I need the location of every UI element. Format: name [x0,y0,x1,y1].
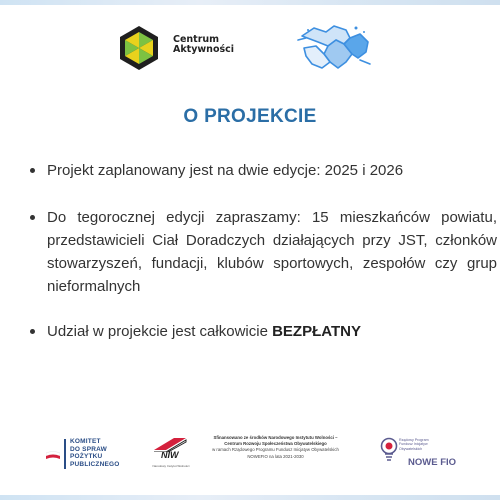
bottom-border [0,495,500,500]
kdspp-line3: POŻYTKU [70,453,103,461]
nowe-fio-small3: Obywatelskich [399,446,423,451]
funding-line3: w ramach Rządowego Programu Fundusz Inicjatyw Obywatelskich [212,447,339,453]
bullet-bold-text: BEZPŁATNY [272,323,361,340]
bullet-text: Udział w projekcie jest całkowicie [47,323,273,340]
kdspp-line2: DO SPRAW [70,445,107,453]
bullet-dot-icon [30,329,35,334]
nowe-fio-small2: Fundusz Inicjatyw [399,442,428,447]
bullet-item [30,159,497,182]
funding-line4: NOWEFIO na lata 2021-2030 [247,453,304,459]
kdspp-divider [64,439,66,469]
kdspp-text [70,438,120,469]
top-border [0,0,500,5]
bullet-text: Projekt zaplanowany jest na dwie edycje: 2025 i 2026 [47,162,404,179]
polish-flag-icon [46,450,60,462]
niw-name: NIW [161,450,179,460]
kdspp-logo [44,436,144,470]
nowe-fio-small-text [399,438,449,451]
nowe-fio-logo [379,434,459,472]
niw-logo [150,436,190,472]
page-title: O PROJEKCIE [183,106,317,127]
centrum-logo-line2: Aktywności [173,44,235,55]
funding-line1: Sfinansowano ze środków Narodowego Instytutu Wolności – [213,435,338,440]
bullet-item [30,320,497,343]
bullet-text: Do tegorocznej edycji zapraszamy: 15 mieszkańców powiatu, przedstawicieli Ciał Doradczych działających przy JST, członków stowarzyszeń, fundacji, klubów sportowych, zespołów czy grup nieformalnych [47,209,497,295]
centrum-logo-text [173,35,234,55]
footer-logos [0,432,500,472]
hexagon-logo-icon [116,24,162,70]
bullet-item [30,206,497,298]
bullet-dot-icon [30,215,35,220]
kdspp-line4: PUBLICZNEGO [70,461,120,469]
kdspp-line1: KOMITET [70,438,101,445]
centrum-aktywnosci-logo [116,24,236,64]
nowe-fio-title: NOWE FIO [408,457,457,468]
bullet-dot-icon [30,168,35,173]
nowe-fio-small1: Rządowy Program [399,438,429,442]
puzzle-handshake-icon [294,20,376,76]
centrum-logo-line1: Centrum [173,34,220,45]
funding-info [198,435,353,460]
funding-line2: Centrum Rozwoju Społeczeństwa Obywatelskiego [224,441,327,447]
niw-subtitle: Narodowy Instytut Wolności [152,464,190,468]
lightbulb-icon [380,436,398,466]
